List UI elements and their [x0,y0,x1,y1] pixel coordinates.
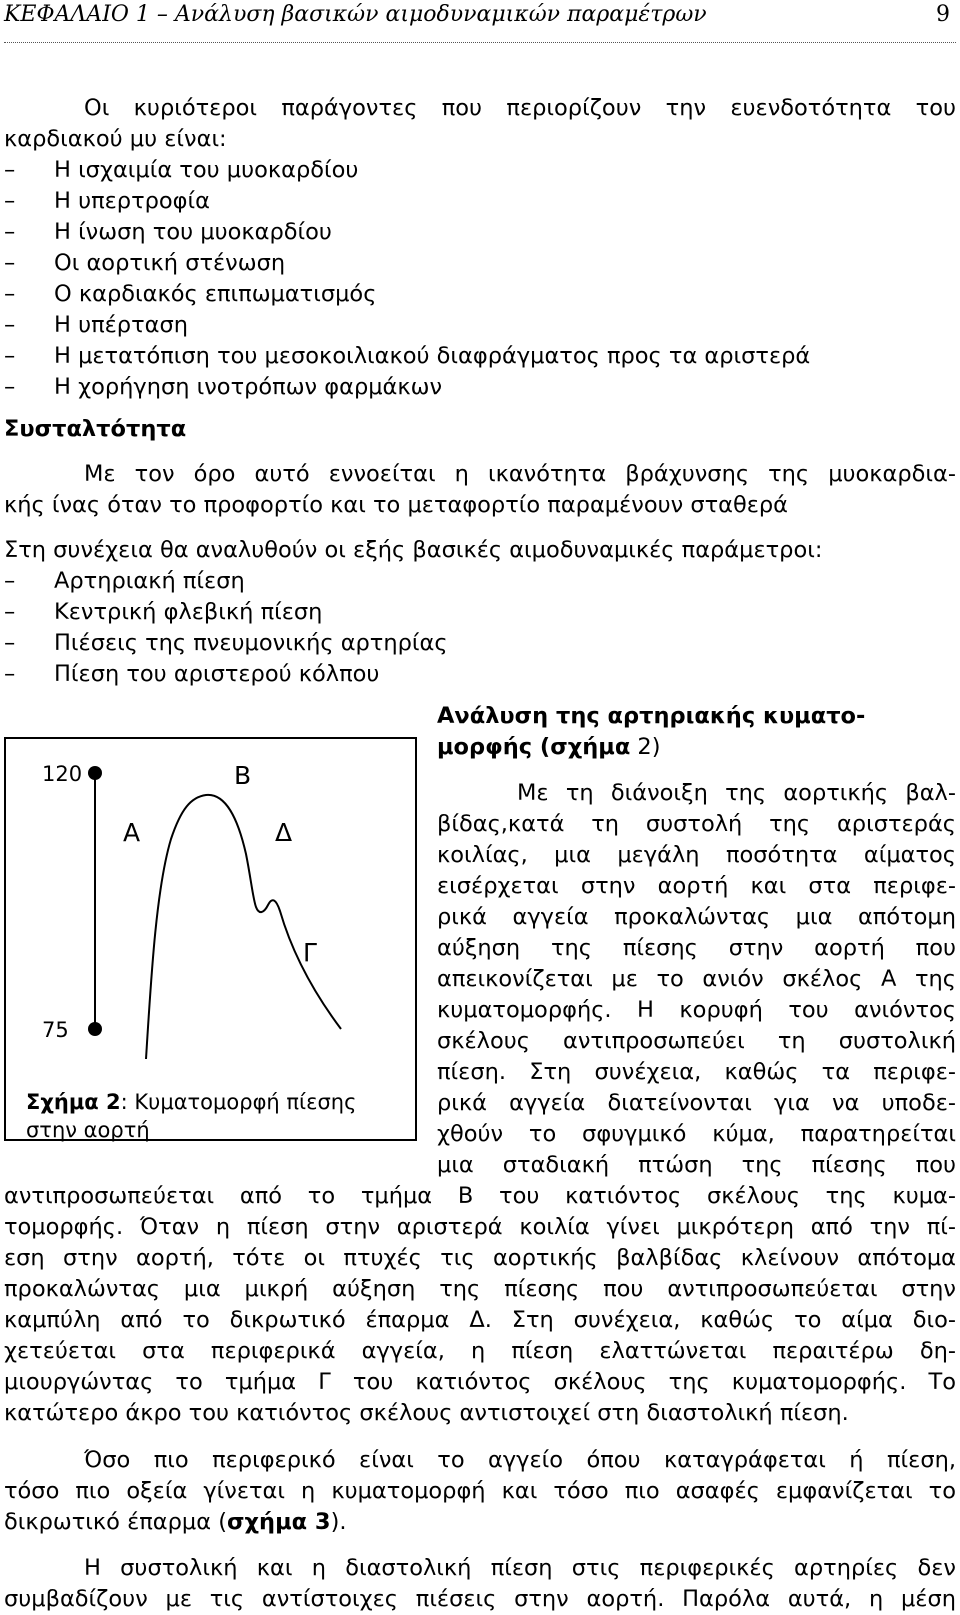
label-B: Β [234,761,252,790]
list-item: – Αρτηριακή πίεση [4,568,245,594]
analysis-right-line: κοιλίας, μια μεγάλη ποσότητα αίματος [437,842,956,868]
list-item: – Ο καρδιακός επιπωματισμός [4,281,377,307]
para2-line-1: Όσο πιο περιφερικό είναι το αγγείο όπου καταγράφεται ή πίεση, [84,1447,956,1473]
section-heading-contractility: Συσταλτότητα [4,416,187,442]
analysis-right-line: αύξηση της πίεσης στην αορτή που [437,935,956,961]
intro-line-2: καρδιακού μυ είναι: [4,126,227,152]
scale-dot-120 [88,766,102,780]
analysis-full-line: εση στην αορτή, τότε οι πτυχές τις αορτικής βαλβίδας κλείνουν απότομα [4,1245,956,1271]
scale-dot-75 [88,1022,102,1036]
analysis-heading-line-1: Ανάλυση της αρτηριακής κυματο- [437,703,866,729]
list-item: – Η υπέρταση [4,312,188,338]
para2-line-3: δικρωτικό έπαρμα (σχήμα 3). [4,1509,347,1535]
list-item: – Η υπερτροφία [4,188,210,214]
analysis-full-line: αντιπροσωπεύεται από το τμήμα Β του κατιόντος σκέλους της κυμα- [4,1183,956,1209]
params-intro: Στη συνέχεια θα αναλυθούν οι εξής βασικές αιμοδυναμικές παράμετροι: [4,537,823,563]
analysis-full-line: καμπύλη από το δικρωτικό έπαρμα Δ. Στη συνέχεια, καθώς το αίμα διο- [4,1307,956,1333]
figure-caption: Σχήμα 2: Κυματομορφή πίεσης στην αορτή [26,1090,357,1142]
para2-line-2: τόσο πιο οξεία γίνεται η κυματομορφή και τόσο πιο ασαφές εμφανίζεται το [4,1478,956,1504]
list-item: – Η μετατόπιση του μεσοκοιλιακού διαφράγματος προς τα αριστερά [4,343,811,369]
pressure-waveform [146,795,341,1059]
label-120: 120 [42,762,83,786]
label-G: Γ [303,938,317,967]
analysis-right-line: βίδας,κατά τη συστολή της αριστεράς [437,811,956,837]
analysis-full-line: κατώτερο άκρο του κατιόντος σκέλους αντιστοιχεί στη διαστολική πίεση. [4,1400,849,1426]
page-number: 9 [936,2,950,27]
header-rule [4,42,956,43]
analysis-right-line: εισέρχεται στην αορτή και στα περιφε- [437,873,956,899]
list-item: – Η ίνωση του μυοκαρδίου [4,219,332,245]
list-item: – Οι αορτική στένωση [4,250,286,276]
analysis-right-line: μια σταδιακή πτώση της πίεσης που [437,1152,956,1178]
label-75: 75 [42,1018,69,1042]
contractility-line-1: Με τον όρο αυτό εννοείται η ικανότητα βράχυνσης της μυοκαρδια- [84,461,956,487]
list-item: – Η χορήγηση ινοτρόπων φαρμάκων [4,374,443,400]
list-item: – Πίεση του αριστερού κόλπου [4,661,380,687]
analysis-heading-line-2: μορφής (σχήμα 2) [437,734,661,760]
analysis-right-line: Με τη διάνοιξη της αορτικής βαλ- [517,780,956,806]
analysis-right-line: ρικά αγγεία προκαλώντας μια απότομη [437,904,956,930]
analysis-right-line: ρικά αγγεία διατείνονται για να υποδε- [437,1090,956,1116]
analysis-full-line: μιουργώντας το τμήμα Γ του κατιόντος σκέλους της κυματομορφής. Το [4,1369,956,1395]
analysis-full-line: τομορφής. Όταν η πίεση στην αριστερά κοιλία γίνει μικρότερη από την πί- [4,1214,956,1240]
para3-line-1: Η συστολική και η διαστολική πίεση στις περιφερικές αρτηρίες δεν [84,1555,956,1581]
intro-line-1: Οι κυριότεροι παράγοντες που περιορίζουν την ευενδοτότητα του [84,95,956,121]
figure-aortic-waveform [4,737,417,1141]
list-item: – Πιέσεις της πνευμονικής αρτηρίας [4,630,448,656]
list-item: – Κεντρική φλεβική πίεση [4,599,323,625]
running-header [4,2,956,32]
label-A: Α [123,818,141,847]
label-D: Δ [275,818,293,847]
list-item: – Η ισχαιμία του μυοκαρδίου [4,157,359,183]
analysis-right-line: απεικονίζεται με το ανιόν σκέλος Α της [437,966,956,992]
para3-line-2: συμβαδίζουν με τις αντίστοιχες πιέσεις στην αορτή. Παρόλα αυτά, η μέση [4,1586,956,1612]
analysis-full-line: χετεύεται στα περιφερικά αγγεία, η πίεση ελαττώνεται περαιτέρω δη- [4,1338,956,1364]
waveform-diagram [6,739,415,1139]
analysis-full-line: προκαλώντας μια μικρή αύξηση της πίεσης που αντιπροσωπεύεται στην [4,1276,956,1302]
chapter-title: ΚΕΦΑΛΑΙΟ 1 – Ανάλυση βασικών αιμοδυναμικών παραμέτρων [4,2,707,27]
analysis-right-line: σκέλους αντιπροσωπεύει τη συστολική [437,1028,956,1054]
analysis-right-line: χθούν το σφυγμικό κύμα, παρατηρείται [437,1121,956,1147]
analysis-right-line: κυματομορφής. Η κορυφή του ανιόντος [437,997,956,1023]
contractility-line-2: κής ίνας όταν το προφορτίο και το μεταφορτίο παραμένουν σταθερά [4,492,789,518]
analysis-right-line: πίεση. Στη συνέχεια, καθώς τα περιφε- [437,1059,956,1085]
